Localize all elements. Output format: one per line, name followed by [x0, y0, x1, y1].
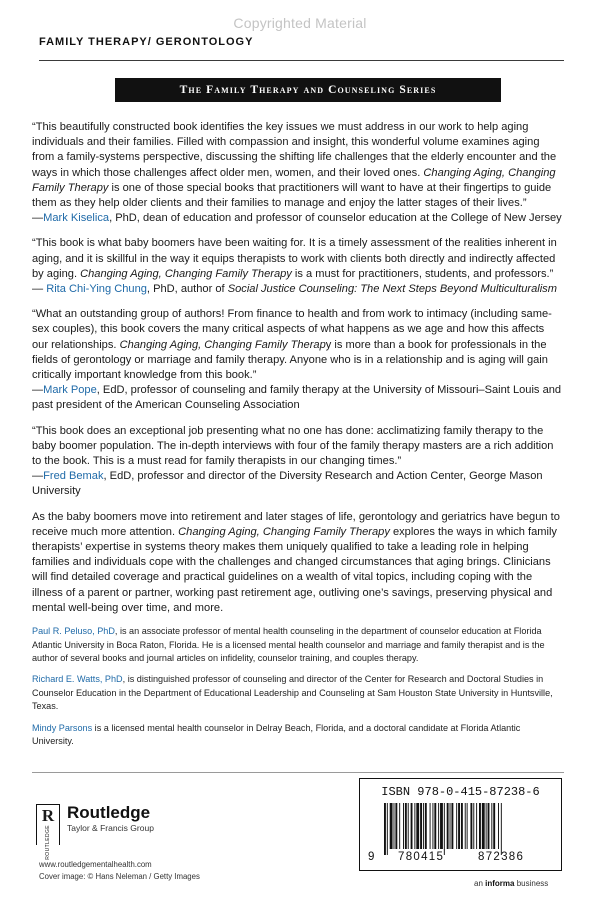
author-bio-1: Paul R. Peluso, PhD, is an associate professor of mental health counseling in the department of counselor education at Florida Atlantic University in Boca Raton, Florida. He is a licensed mental health counselor and marriage and family therapist and is the author of several books and journal articles on infidelity, counselor training, and couples therapy. — [32, 626, 545, 663]
endorsement-quote: “What an outstanding group of authors! From finance to health and from work to intimacy (including same-sex couples), this book covers the many critical aspects of what happens as we age and how this affects our relationships. Changing Aging, Changing Family Therapy is more than a book for professionals in the fields of gerontology or marriage and family therapy. Anyone who is in a relationship and is aging will gain critically important knowledge from this book.” — [32, 308, 552, 382]
routledge-emblem-icon: R ROUTLEDGE — [36, 804, 60, 845]
publisher-name: Routledge — [67, 803, 151, 822]
author-name: Mindy Parsons — [32, 722, 93, 733]
author-bio-2: Richard E. Watts, PhD, is distinguished professor of counseling and director of the Center for Research and Doctoral Studies in Counselor Education in the Department of Educational Leadership and Counseling at Sam Houston State University in Huntsville, Texas. — [32, 674, 553, 712]
endorsement-quote: “This book does an exceptional job presenting what no one has done: acclimatizing family therapy to the baby boomer population. The in-depth interviews with four of the family therapy masters are a rich addition to the book. This is a must read for family therapists in our changing times.” — [32, 424, 554, 468]
cover-image-credit: Cover image: © Hans Neleman / Getty Images — [39, 872, 200, 881]
barcode-icon — [382, 803, 552, 855]
author-name: Richard E. Watts, PhD — [32, 674, 123, 685]
publisher-logo — [36, 803, 154, 860]
publisher-website: www.routledgementalhealth.com — [39, 860, 152, 869]
endorser-name: Mark Kiselica — [43, 212, 110, 225]
endorsement-4 — [32, 424, 562, 500]
barcode-digits-right: 872386 — [478, 851, 525, 863]
book-description: As the baby boomers move into retirement and later stages of life, gerontology and geriatrics have begun to receive much more attention. Changing Aging, Changing Family Therapy explores the ways in which family therapists’ expertise in systems theory makes them uniquely qualified to take a leading role in helping families and individuals cope with the challenges and changed circumstances that aging brings. Clinicians will find detailed coverage and practical guidelines on a wealth of vital topics, including coping with the illness of a parent or partner, working past retirement age, outliving one’s savings, preserving physical and mental well-being over time, and more. — [32, 510, 560, 614]
endorsement-1 — [32, 120, 562, 226]
publisher-group: Taylor & Francis Group — [67, 823, 154, 833]
back-cover-content — [32, 120, 562, 756]
isbn-barcode-box — [359, 778, 562, 871]
endorser-name: Mark Pope — [43, 384, 97, 397]
book-category: FAMILY THERAPY/ GERONTOLOGY — [39, 36, 254, 48]
endorsement-attribution: — Rita Chi-Ying Chung, PhD, author of Social Justice Counseling: The Next Steps Beyond Multiculturalism — [32, 283, 557, 296]
isbn-number: ISBN 978-0-415-87238-6 — [381, 785, 540, 799]
header-divider — [39, 60, 564, 61]
author-bio-3: Mindy Parsons is a licensed mental health counselor in Delray Beach, Florida, and a doctoral candidate at Florida Atlantic University. — [32, 722, 521, 746]
endorsement-quote: “This beautifully constructed book identifies the key issues we must address in our work to help aging individuals and their families. Filled with compassion and insight, this wonderful volume examines aging from a family-systems perspective, discussing the shifting life challenges that the elderly encounter and the ways in which those challenges affect older men, women, and their loved ones. Changing Aging, Changing Family Therapy is one of those special books that practitioners will want to have at their fingertips to guide them as they help older clients and their families to manage and enjoy the latter stages of their lives.” — [32, 121, 557, 210]
endorsement-attribution: —Fred Bemak, EdD, professor and director of the Diversity Research and Action Center, George Mason University — [32, 470, 543, 498]
endorsement-attribution: —Mark Kiselica, PhD, dean of education and professor of counselor education at the College of New Jersey — [32, 212, 562, 225]
footer-divider — [32, 772, 564, 773]
endorser-name: Fred Bemak — [43, 470, 104, 483]
series-banner — [115, 78, 501, 102]
endorsement-attribution: —Mark Pope, EdD, professor of counseling and family therapy at the University of Missouri–Saint Louis and past president of the American Counseling Association — [32, 384, 562, 412]
copyright-watermark: Copyrighted Material — [233, 15, 367, 31]
endorsement-2 — [32, 236, 562, 297]
barcode-digits-left: 780415 — [398, 851, 445, 863]
endorsement-3 — [32, 307, 562, 413]
endorser-name: Rita Chi-Ying Chung — [46, 283, 147, 296]
barcode-lead-digit: 9 — [368, 851, 376, 863]
series-title: The Family Therapy and Counseling Series — [179, 84, 437, 96]
author-name: Paul R. Peluso, PhD — [32, 626, 115, 637]
informa-business-tag: an informa business — [474, 879, 549, 888]
endorsement-quote: “This book is what baby boomers have been waiting for. It is a timely assessment of the realities inherent in aging, and it is skillful in the way it equips therapists to work with clients both directly and indirectly affected by aging. Changing Aging, Changing Family Therapy is a must for practitioners, students, and professors.” — [32, 237, 557, 280]
